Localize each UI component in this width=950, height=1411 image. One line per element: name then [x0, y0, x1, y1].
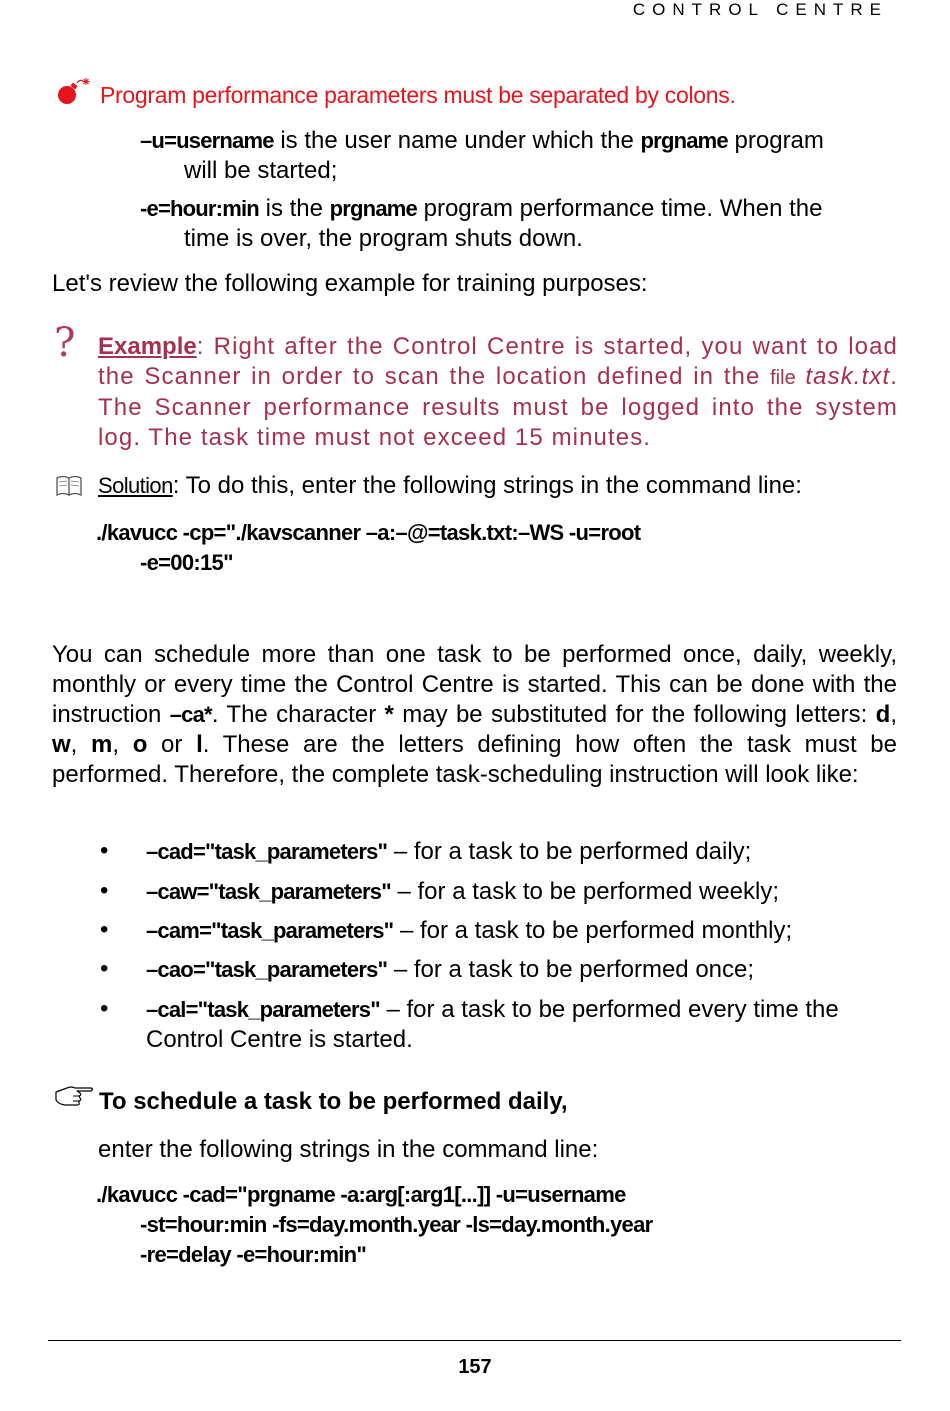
running-header: CONTROL CENTRE [632, 0, 888, 19]
bullet-dot: • [100, 877, 109, 904]
solution-command-line-1: ./kavucc -cp="./kavscanner –a:–@=task.txt:–WS -u=root [96, 520, 641, 545]
bullet-dot: • [100, 995, 109, 1022]
solution-command-line-2: -e=00:15" [140, 550, 233, 575]
review-text: Let's review the following example for training purposes: [52, 270, 648, 297]
bullet-dot: • [100, 916, 109, 943]
param-key: –u=username [140, 128, 274, 153]
param-key: -e=hour:min [140, 196, 259, 221]
param-user: –u=username is the user name under which the prgname program will be started; [140, 127, 824, 184]
pointing-hand-icon [53, 1082, 95, 1110]
bomb-icon [55, 76, 95, 106]
solution-label: Solution [98, 473, 173, 498]
list-item: –cal="task_parameters" – for a task to be performed every time the Control Centre is started. [146, 996, 839, 1053]
list-item: –cad="task_parameters" – for a task to be performed daily; [146, 838, 752, 865]
bullet-dot: • [100, 837, 109, 864]
list-item: –cam="task_parameters" – for a task to be performed monthly; [146, 917, 793, 944]
section-heading: To schedule a task to be performed daily, [99, 1088, 568, 1115]
book-icon [55, 474, 85, 498]
footer-divider [48, 1340, 901, 1341]
question-mark-icon: ? [54, 320, 76, 366]
example-block: Example: Right after the Control Centre is started, you want to load the Scanner in order to scan the location defined in the file task.txt. The Scanner performance results must be logged into the system log. The task time must not exceed 15 minutes. [98, 333, 898, 451]
page-number: 157 [458, 1356, 492, 1378]
daily-command-line-1: ./kavucc -cad="prgname -a:arg[:arg1[...]] -u=username [96, 1182, 626, 1207]
param-time: -e=hour:min is the prgname program performance time. When the time is over, the program shuts down. [140, 195, 823, 252]
bullet-dot: • [100, 955, 109, 982]
list-item: –caw="task_parameters" – for a task to be performed weekly; [146, 878, 780, 905]
list-item: –cao="task_parameters" – for a task to be performed once; [146, 956, 755, 983]
solution-text: Solution: To do this, enter the following strings in the command line: [98, 472, 802, 499]
schedule-paragraph: You can schedule more than one task to be performed once, daily, weekly, monthly or every time the Control Centre is started. This can be done with the instruction –ca*. The character * may be substituted for the following letters: d, w, m, o or l. These are the letters defining how often the task must be performed. Therefore, the complete task-scheduling instruction will look like: [52, 641, 897, 788]
warning-text: Program performance parameters must be separated by colons. [100, 82, 736, 108]
example-label: Example [98, 333, 197, 360]
daily-command-line-3: -re=delay -e=hour:min" [140, 1242, 367, 1267]
daily-command-line-2: -st=hour:min -fs=day.month.year -ls=day.month.year [140, 1212, 653, 1237]
daily-intro-text: enter the following strings in the command line: [98, 1136, 599, 1163]
